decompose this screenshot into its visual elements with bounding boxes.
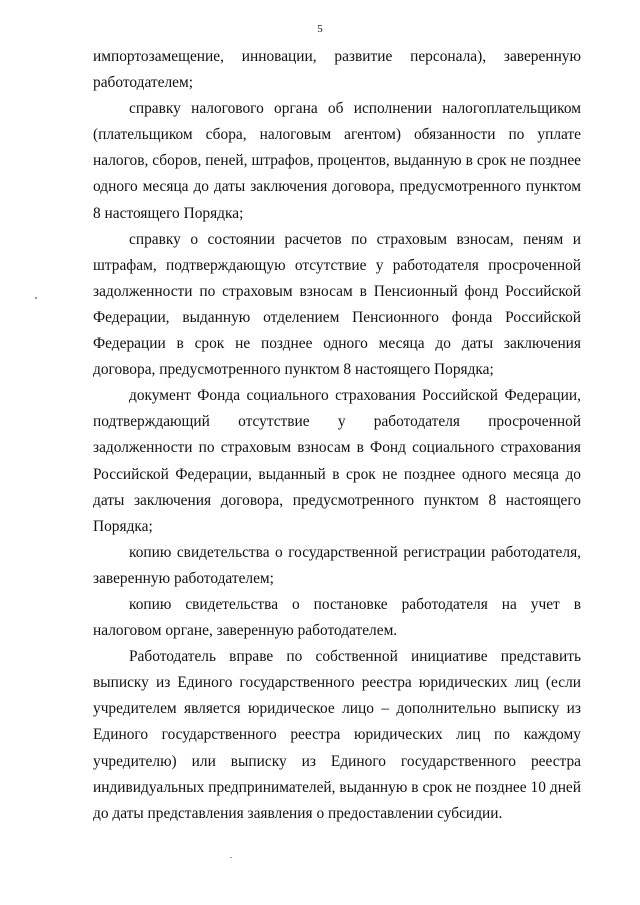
- paragraph-tax-certificate: справку налогового органа об исполнении налогоплательщиком (плательщиком сбора, налоговым агентом) обязанности по уплате налогов, сборов, пеней, штрафов, процентов, выданную в срок не позднее одного месяца до даты заключения договора, предусмотренного пунктом 8 настоящего Порядка;: [93, 100, 581, 222]
- paragraph-employer-extract: Работодатель вправе по собственной инициативе представить выписку из Единого государственного реестра юридических лиц (если учредителем является юридическое лицо – дополнительно выписку из Единого государственного реестра юридических лиц по каждому учредителю) или выписку из Единого государственного реестра индивидуальных предпринимателей, выданную в срок не позднее 10 дней до даты представления заявления о предоставлении субсидии.: [93, 648, 581, 822]
- paragraph-pension-fund-certificate: справку о состоянии расчетов по страховым взносам, пеням и штрафам, подтверждающую отсутствие у работодателя просроченной задолженности по страховым взносам в Пенсионный фонд Российской Федерации, выданную отделением Пенсионного фонда Российской Федерации в срок не позднее одного месяца до даты заключения договора, предусмотренного пунктом 8 настоящего Порядка;: [93, 230, 581, 379]
- paragraph-continuation: импортозамещение, инновации, развитие персонала), заверенную работодателем;: [93, 48, 581, 92]
- page-number: 5: [317, 23, 323, 35]
- scan-speck: [230, 857, 232, 858]
- paragraph-tax-registration-copy: копию свидетельства о постановке работодателя на учет в налоговом органе, заверенную работодателем.: [93, 595, 581, 640]
- scan-speck: [35, 297, 37, 299]
- document-body: [93, 44, 581, 827]
- paragraph-registration-copy: копию свидетельства о государственной регистрации работодателя, заверенную работодателем;: [93, 543, 581, 587]
- paragraph-social-insurance-document: документ Фонда социального страхования Российской Федерации, подтверждающий отсутствие у работодателя просроченной задолженности по страховым взносам в Фонд социального страхования Российской Федерации, выданный в срок не позднее одного месяца до даты заключения договора, предусмотренного пунктом 8 настоящего Порядка;: [93, 387, 581, 535]
